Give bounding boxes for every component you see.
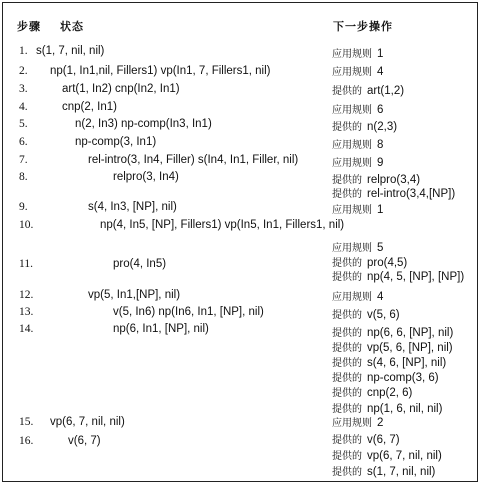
next-action: [332, 268, 464, 283]
action-kind: 提供的: [332, 451, 362, 462]
action-kind: 提供的: [332, 175, 362, 186]
step-state: np-comp(3, In1): [75, 136, 157, 148]
action-kind: 提供的: [332, 258, 362, 269]
action-argument: v(6, 7): [367, 434, 400, 446]
step-state: art(1, In2) cnp(In2, In1): [62, 83, 180, 95]
action-kind: 应用规则: [332, 418, 372, 429]
action-argument: s(1, 7, nil, nil): [367, 466, 436, 478]
next-action: [332, 82, 404, 97]
step-number: 16.: [19, 435, 34, 447]
next-action: [332, 384, 412, 399]
next-action: [332, 45, 383, 60]
step-number: 10.: [19, 219, 34, 231]
action-argument: relpro(3,4): [367, 174, 421, 186]
action-argument: 4: [377, 291, 384, 303]
action-argument: art(1,2): [367, 85, 405, 97]
action-kind: 应用规则: [332, 158, 372, 169]
step-number: 14.: [19, 323, 34, 335]
action-argument: 1: [377, 204, 384, 216]
action-kind: 应用规则: [332, 105, 372, 116]
next-action: [332, 400, 442, 415]
step-number: 13.: [19, 306, 34, 318]
step-state: pro(4, In5): [113, 258, 167, 270]
action-kind: 提供的: [332, 86, 362, 97]
step-number: 5.: [19, 118, 28, 130]
action-argument: np(6, 6, [NP], nil): [367, 327, 454, 339]
action-kind: 应用规则: [332, 205, 372, 216]
step-number: 9.: [19, 201, 28, 213]
action-argument: vp(6, 7, nil, nil): [367, 450, 442, 462]
action-kind: 提供的: [332, 373, 362, 384]
next-action: [332, 447, 442, 462]
step-state: vp(6, 7, nil, nil): [50, 416, 125, 428]
step-number: 6.: [19, 136, 28, 148]
action-argument: 2: [377, 417, 384, 429]
action-kind: 提供的: [332, 388, 362, 399]
step-number: 3.: [19, 83, 28, 95]
step-state: np(4, In5, [NP], Fillers1) vp(In5, In1, Fillers1, nil): [100, 219, 345, 231]
action-argument: 8: [377, 139, 384, 151]
next-action: [332, 171, 420, 186]
next-action: [332, 63, 383, 78]
step-state: v(5, In6) np(In6, In1, [NP], nil): [113, 306, 264, 318]
step-number: 1.: [19, 45, 28, 57]
next-action: [332, 239, 383, 254]
next-action: [332, 185, 455, 200]
action-argument: 5: [377, 242, 384, 254]
step-state: np(1, In1,nil, Fillers1) vp(In1, 7, Fillers1, nil): [50, 65, 271, 77]
action-argument: 1: [377, 48, 384, 60]
action-kind: 应用规则: [332, 67, 372, 78]
action-argument: 9: [377, 157, 384, 169]
action-kind: 提供的: [332, 328, 362, 339]
step-state: relpro(3, In4): [113, 171, 179, 183]
action-argument: s(4, 6, [NP], nil): [367, 357, 447, 369]
next-action: [332, 369, 439, 384]
action-kind: 提供的: [332, 404, 362, 415]
header-next-action: 下一步操作: [333, 20, 393, 33]
action-kind: 应用规则: [332, 243, 372, 254]
action-argument: 6: [377, 104, 384, 116]
header-step: 步骤: [17, 20, 41, 33]
next-action: [332, 154, 383, 169]
step-state: cnp(2, In1): [62, 101, 117, 113]
action-argument: rel-intro(3,4,[NP]): [367, 188, 456, 200]
step-number: 4.: [19, 101, 28, 113]
action-argument: cnp(2, 6): [367, 387, 413, 399]
step-state: np(6, In1, [NP], nil): [113, 323, 209, 335]
step-state: rel-intro(3, In4, Filler) s(In4, In1, Filler, nil): [88, 154, 299, 166]
action-kind: 提供的: [332, 310, 362, 321]
next-action: [332, 136, 383, 151]
action-kind: 应用规则: [332, 292, 372, 303]
step-number: 15.: [19, 416, 34, 428]
action-argument: pro(4,5): [367, 257, 408, 269]
next-action: [332, 414, 383, 429]
next-action: [332, 324, 453, 339]
action-kind: 应用规则: [332, 140, 372, 151]
step-state: v(6, 7): [68, 435, 101, 447]
step-state: s(1, 7, nil, nil): [36, 45, 105, 57]
step-state: n(2, In3) np-comp(In3, In1): [75, 118, 212, 130]
next-action: [332, 254, 407, 269]
step-number: 12.: [19, 289, 34, 301]
action-argument: np(4, 5, [NP], [NP]): [367, 271, 465, 283]
action-argument: np-comp(3, 6): [367, 372, 439, 384]
step-number: 8.: [19, 171, 28, 183]
next-action: [332, 288, 383, 303]
action-kind: 提供的: [332, 122, 362, 133]
next-action: [332, 306, 400, 321]
next-action: [332, 354, 446, 369]
step-state: vp(5, In1,[NP], nil): [88, 289, 181, 301]
action-argument: 4: [377, 66, 384, 78]
action-argument: v(5, 6): [367, 309, 400, 321]
header-state: 状态: [60, 20, 84, 33]
step-number: 11.: [19, 258, 33, 270]
step-number: 7.: [19, 154, 28, 166]
action-kind: 提供的: [332, 358, 362, 369]
action-kind: 提供的: [332, 189, 362, 200]
step-number: 2.: [19, 65, 28, 77]
action-kind: 提供的: [332, 343, 362, 354]
step-state: s(4, In3, [NP], nil): [88, 201, 177, 213]
action-kind: 应用规则: [332, 49, 372, 60]
action-argument: np(1, 6, nil, nil): [367, 403, 443, 415]
next-action: [332, 101, 383, 116]
action-argument: vp(5, 6, [NP], nil): [367, 342, 453, 354]
next-action: [332, 201, 383, 216]
action-kind: 提供的: [332, 467, 362, 478]
next-action: [332, 339, 453, 354]
action-argument: n(2,3): [367, 121, 398, 133]
next-action: [332, 431, 400, 446]
next-action: [332, 118, 397, 133]
action-kind: 提供的: [332, 435, 362, 446]
parse-trace-table: [2, 2, 478, 482]
next-action: [332, 463, 435, 478]
action-kind: 提供的: [332, 272, 362, 283]
